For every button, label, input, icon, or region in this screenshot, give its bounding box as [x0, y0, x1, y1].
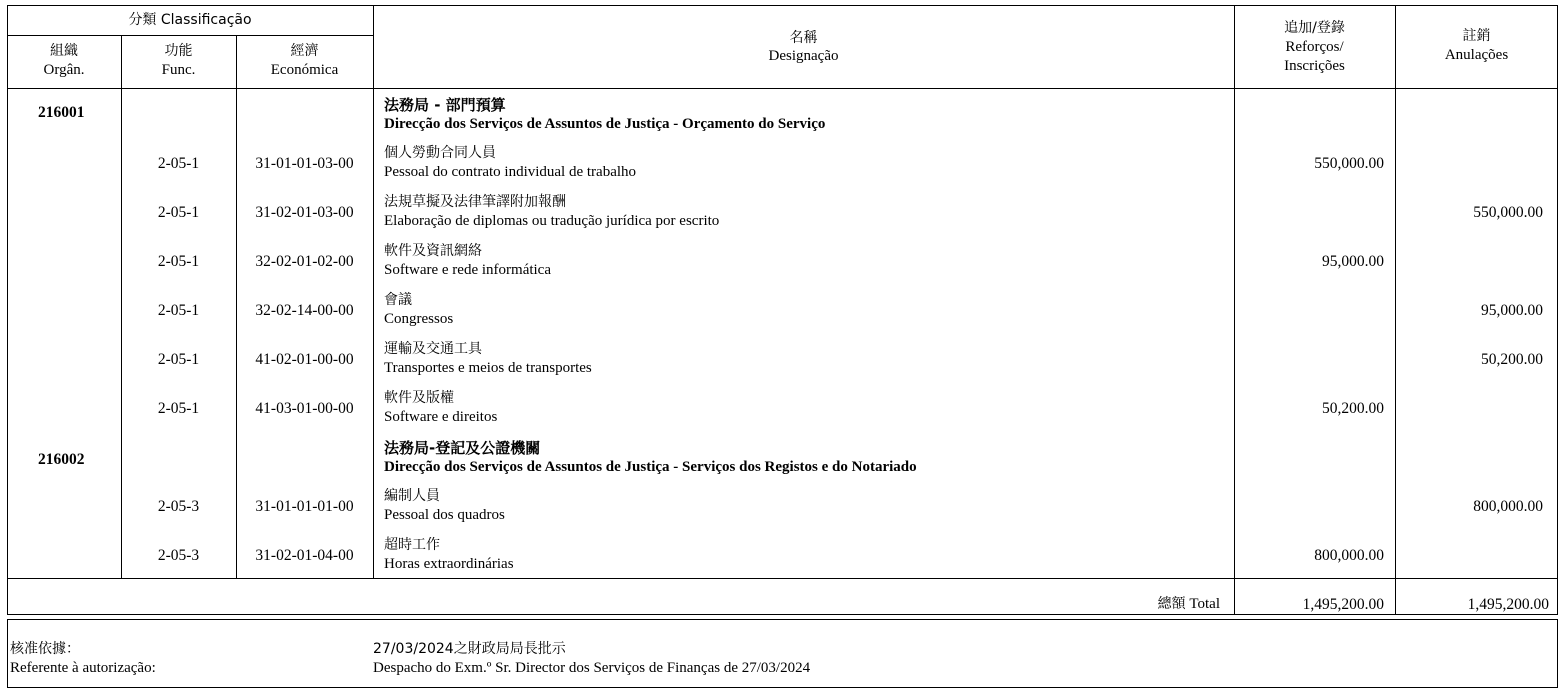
reinforce-amount: 800,000.00	[1314, 547, 1384, 564]
econ-code: 31-02-01-04-00	[255, 547, 354, 564]
designation-header-pt: Designação	[768, 48, 839, 64]
section-title-zh: 法務局 - 部門預算	[384, 96, 506, 114]
table-row	[0, 386, 1561, 434]
func-code: 2-05-1	[157, 400, 200, 417]
cancel-amount: 95,000.00	[1481, 302, 1543, 319]
item-name-zh: 軟件及版權	[384, 390, 454, 406]
econ-code: 31-01-01-03-00	[255, 155, 354, 172]
func-code: 2-05-1	[157, 302, 200, 319]
func-code: 2-05-1	[157, 155, 200, 172]
total-top-divider	[7, 578, 1558, 579]
cancel-header-zh: 註銷	[1462, 28, 1491, 44]
item-name-zh: 超時工作	[384, 537, 440, 553]
econ-code: 32-02-14-00-00	[255, 302, 354, 319]
section-organ-code: 216002	[38, 451, 85, 468]
reinforce-amount: 550,000.00	[1314, 155, 1384, 172]
econ-header-zh: 經濟	[290, 43, 319, 59]
item-name-zh: 軟件及資訊網絡	[384, 243, 482, 259]
func-header-pt: Func.	[161, 62, 196, 78]
econ-code: 41-02-01-00-00	[255, 351, 354, 368]
cancel-amount: 50,200.00	[1481, 351, 1543, 368]
func-code: 2-05-3	[157, 547, 200, 564]
func-code: 2-05-1	[157, 351, 200, 368]
table-row	[0, 533, 1561, 578]
reinforce-header-pt2: Inscrições	[1284, 58, 1345, 74]
reinforce-amount: 50,200.00	[1322, 400, 1384, 417]
func-code: 2-05-1	[157, 204, 200, 221]
reinforce-header-pt1: Reforços/	[1285, 39, 1344, 55]
classification-header: 分類 Classificação	[128, 12, 252, 28]
total-label	[900, 596, 1220, 613]
section-title-pt: Direcção dos Serviços de Assuntos de Justiça - Orçamento do Serviço	[384, 116, 826, 132]
econ-code: 31-02-01-03-00	[255, 204, 354, 221]
item-name-pt: Software e rede informática	[384, 262, 551, 278]
item-name-zh: 會議	[384, 292, 412, 308]
table-row	[0, 337, 1561, 385]
item-name-pt: Horas extraordinárias	[384, 556, 514, 572]
header-divider	[7, 88, 1558, 89]
func-code: 2-05-3	[157, 498, 200, 515]
section-organ-code: 216001	[38, 104, 85, 121]
table-row	[0, 190, 1561, 238]
item-name-pt: Software e direitos	[384, 409, 498, 425]
table-row	[0, 484, 1561, 532]
item-name-pt: Elaboração de diplomas ou tradução jurídica por escrito	[384, 213, 720, 229]
item-name-zh: 法規草擬及法律筆譯附加報酬	[384, 194, 566, 210]
item-name-zh: 運輸及交通工具	[384, 341, 482, 357]
total-label-pt: Total	[1189, 596, 1220, 612]
reinforce-amount: 95,000.00	[1322, 253, 1384, 270]
table-row	[0, 239, 1561, 287]
func-header-zh: 功能	[164, 43, 193, 59]
designation-header-zh: 名稱	[789, 30, 818, 46]
authorization-label-zh: 核准依據：	[10, 641, 80, 657]
econ-header-pt: Económica	[270, 62, 339, 78]
reinforce-header-zh: 追加/登錄	[1284, 20, 1345, 36]
econ-code: 32-02-01-02-00	[255, 253, 354, 270]
organ-header-pt: Orgân.	[43, 62, 85, 78]
authorization-value-pt: Despacho do Exm.º Sr. Director dos Serviços de Finanças de 27/03/2024	[373, 660, 811, 676]
cancel-amount: 550,000.00	[1473, 204, 1543, 221]
table-row	[0, 288, 1561, 336]
item-name-pt: Pessoal dos quadros	[384, 507, 505, 523]
authorization-box	[7, 619, 1558, 688]
cancel-header-pt: Anulações	[1444, 47, 1509, 63]
section-title-zh: 法務局-登記及公證機關	[384, 439, 541, 457]
table-row	[0, 141, 1561, 189]
section-title-pt: Direcção dos Serviços de Assuntos de Justiça - Serviços dos Registos e do Notariado	[384, 459, 917, 475]
total-label-zh: 總額	[1157, 596, 1186, 612]
authorization-label-pt: Referente à autorização:	[10, 660, 156, 676]
item-name-zh: 個人勞動合同人員	[384, 145, 496, 161]
authorization-value-zh: 27/03/2024之財政局局長批示	[373, 641, 566, 657]
item-name-zh: 編制人員	[384, 488, 440, 504]
econ-code: 31-01-01-01-00	[255, 498, 354, 515]
classification-divider	[7, 35, 373, 36]
item-name-pt: Congressos	[384, 311, 454, 327]
item-name-pt: Pessoal do contrato individual de trabalho	[384, 164, 637, 180]
total-reinforce: 1,495,200.00	[1302, 596, 1384, 613]
organ-header-zh: 組織	[50, 43, 78, 59]
func-code: 2-05-1	[157, 253, 200, 270]
econ-code: 41-03-01-00-00	[255, 400, 354, 417]
total-cancel: 1,495,200.00	[1467, 596, 1549, 613]
cancel-amount: 800,000.00	[1473, 498, 1543, 515]
item-name-pt: Transportes e meios de transportes	[384, 360, 592, 376]
